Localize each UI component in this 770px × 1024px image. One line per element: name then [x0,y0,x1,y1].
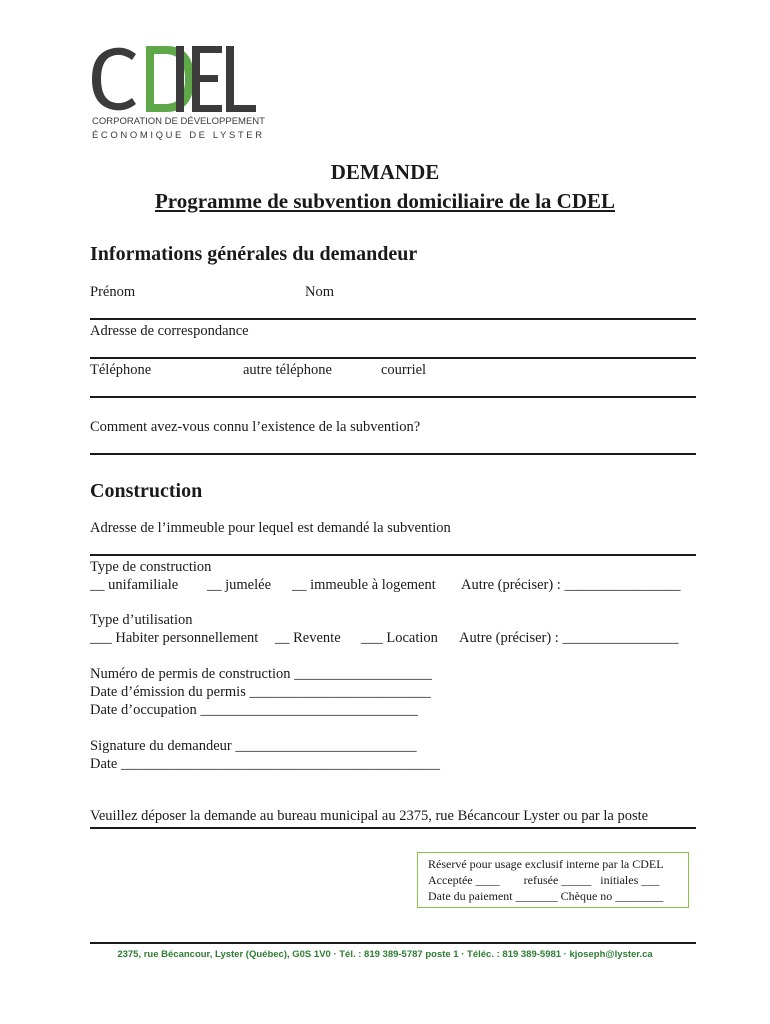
occupation-field[interactable]: Date d’occupation ______________________________ [90,702,418,718]
signature-field[interactable]: Signature du demandeur _________________________ [90,738,417,754]
tc-option-unifamiliale[interactable]: __ unifamiliale [90,577,179,593]
nom-label: Nom [305,284,334,300]
cdel-logo [88,40,263,148]
date-field[interactable]: Date ____________________________________________ [90,756,440,772]
section-heading-general: Informations générales du demandeur [90,243,418,265]
source-field-line[interactable] [90,453,696,455]
source-question-label: Comment avez-vous connu l’existence de la subvention? [90,419,421,435]
adresse-immeuble-label: Adresse de l’immeuble pour lequel est demandé la subvention [90,520,451,536]
logo-line2: ÉCONOMIQUE DE LYSTER [92,130,265,141]
page-subtitle: Programme de subvention domiciliaire de la CDEL [154,189,616,213]
adresse-field-line[interactable] [90,357,696,359]
prenom-label: Prénom [90,284,136,300]
deposit-rule [90,827,696,829]
footer-contact: 2375, rue Bécancour, Lyster (Québec), G0S 1V0 · Tél. : 819 389-5787 poste 1 · Téléc. : 819 389-5981 · kjoseph@lyster.ca [117,949,653,960]
contact-field-line[interactable] [90,396,696,398]
reserved-line2[interactable]: Acceptée ____ refusée _____ initiales ___ [428,873,660,887]
deposit-instructions: Veuillez déposer la demande au bureau municipal au 2375, rue Bécancour Lyster ou par la poste [90,808,649,824]
autre-telephone-label: autre téléphone [243,362,332,378]
tc-option-immeuble[interactable]: __ immeuble à logement [292,577,436,593]
tu-option-location[interactable]: ___ Location [361,630,438,646]
footer-rule [90,942,696,944]
tu-option-autre[interactable]: Autre (préciser) : ________________ [459,630,679,646]
reserved-line1: Réservé pour usage exclusif interne par la CDEL [428,857,664,871]
adresse-label: Adresse de correspondance [90,323,249,339]
logo-line1: CORPORATION DE DÉVELOPPEMENT [92,116,265,127]
reserved-line3[interactable]: Date du paiement _______ Chèque no ________ [428,889,664,903]
tc-option-jumelee[interactable]: __ jumelée [207,577,272,593]
prenom-nom-field-line[interactable] [90,318,696,320]
type-construction-label: Type de construction [90,559,212,575]
page-title: DEMANDE [330,160,440,184]
courriel-label: courriel [381,362,427,378]
telephone-label: Téléphone [90,362,152,378]
reserved-box [417,852,689,908]
emission-field[interactable]: Date d’émission du permis _________________________ [90,684,431,700]
permis-field[interactable]: Numéro de permis de construction ___________________ [90,666,432,682]
type-utilisation-label: Type d’utilisation [90,612,193,628]
adresse-immeuble-field-line[interactable] [90,554,696,556]
section-heading-construction: Construction [90,480,203,502]
tc-option-autre[interactable]: Autre (préciser) : ________________ [461,577,681,593]
tu-option-habiter[interactable]: ___ Habiter personnellement [90,630,259,646]
tu-option-revente[interactable]: __ Revente [275,630,341,646]
